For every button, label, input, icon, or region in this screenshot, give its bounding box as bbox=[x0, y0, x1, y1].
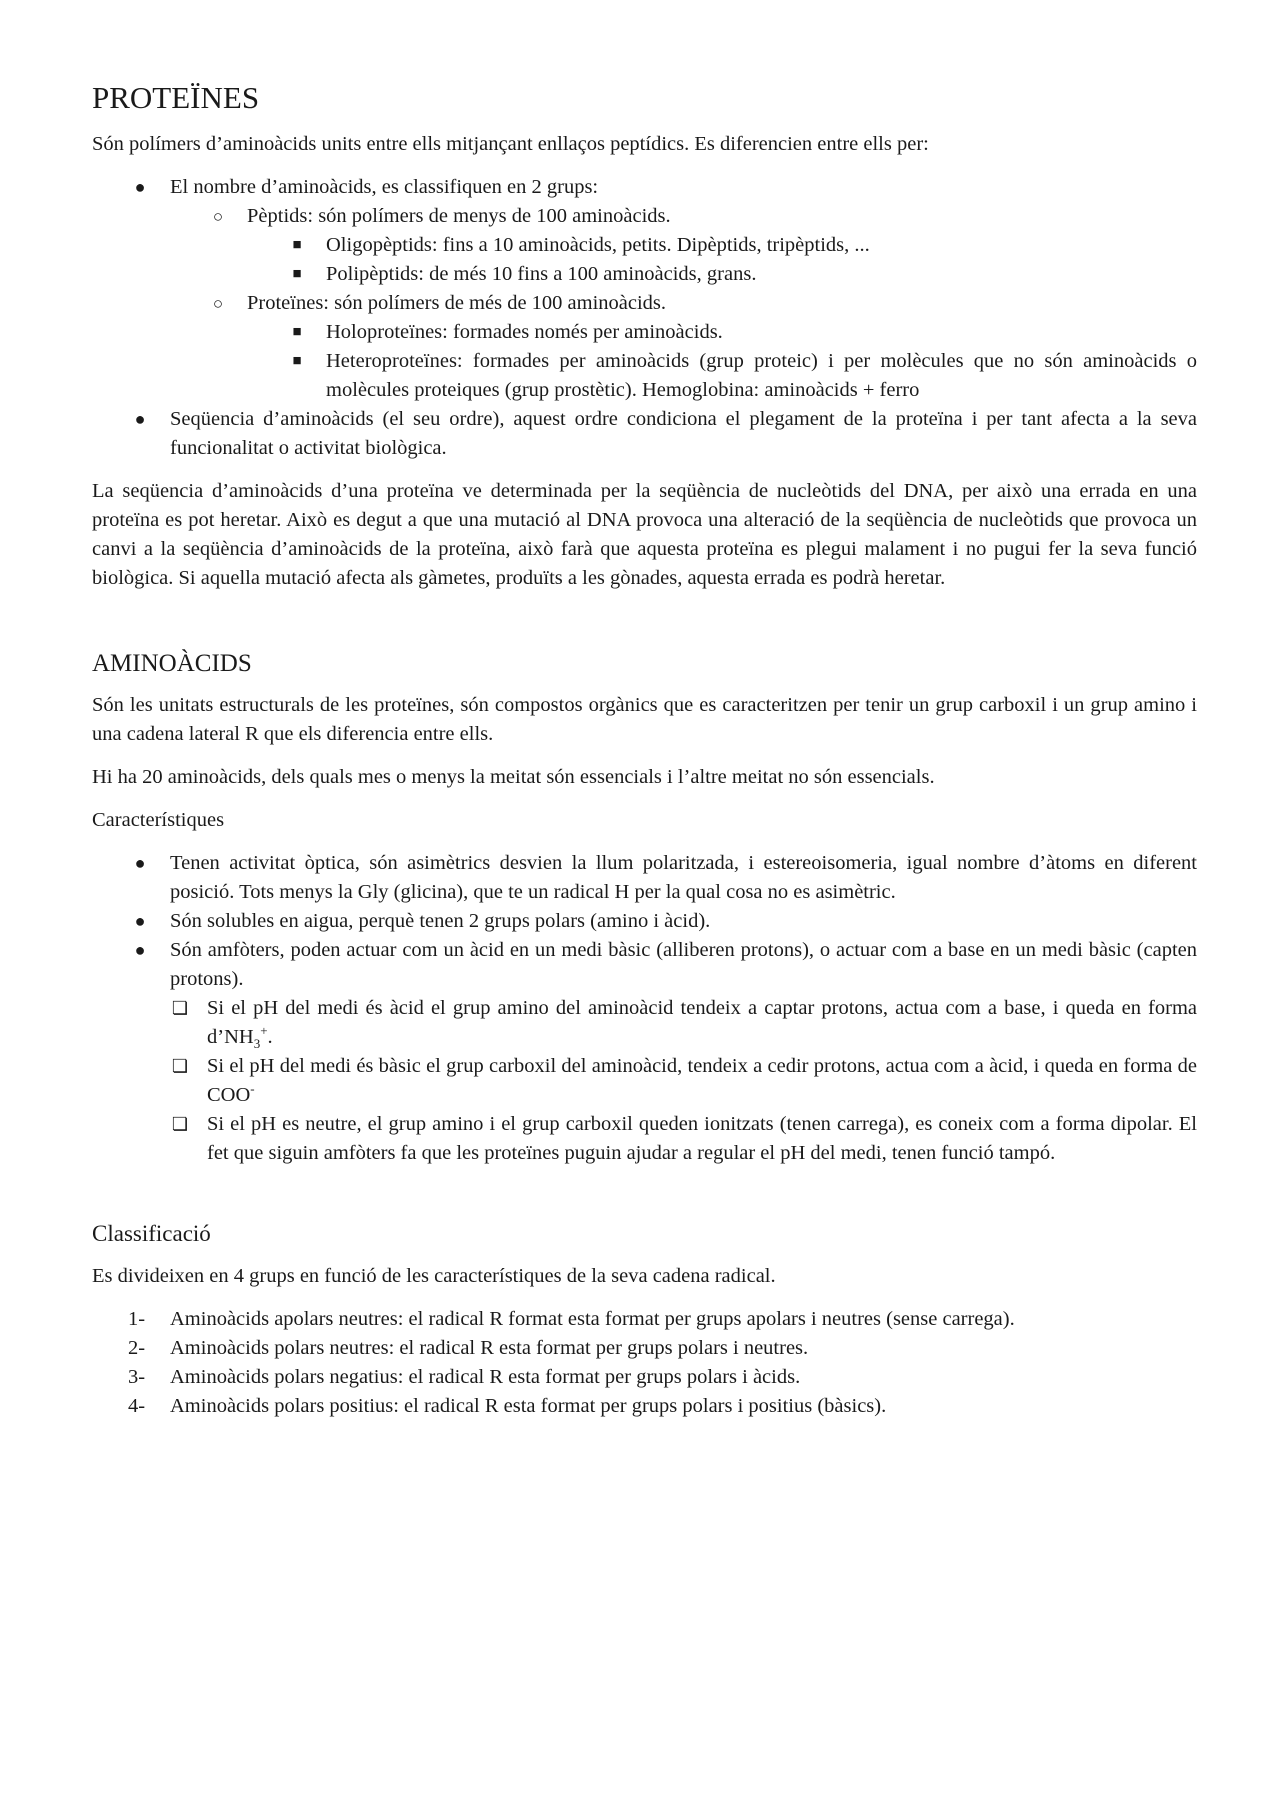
section-title-classificacio: Classificació bbox=[92, 1221, 211, 1246]
list-item: ■ Heteroproteïnes: formades per aminoàcids (grup proteic) i per molècules que no són aminoàcids o molècules proteiques (grup prostètic). Hemoglobina: aminoàcids + ferro bbox=[92, 347, 1197, 405]
list-number: 4- bbox=[128, 1395, 146, 1417]
caracteristiques-list bbox=[92, 849, 1197, 1168]
checkbox-icon: ❏ bbox=[171, 1114, 189, 1134]
proteines-intro: Són polímers d’aminoàcids units entre ells mitjançant enllaços peptídics. Es diferencien entre ells per: bbox=[92, 133, 929, 155]
circle-bullet-icon: ○ bbox=[212, 207, 224, 226]
list-item: ❏ Si el pH es neutre, el grup amino i el grup carboxil queden ionitzats (tenen carrega), es coneix com a forma dipolar. El fet que siguin amfòters fa que les proteïnes puguin ajudar a regular el pH del medi, tenen funció tampó. bbox=[92, 1110, 1197, 1168]
section-title-proteines: PROTEÏNES bbox=[92, 80, 260, 115]
square-bullet-icon: ■ bbox=[292, 324, 302, 340]
list-item: ■ Holoproteïnes: formades només per aminoàcids. bbox=[92, 318, 1197, 347]
square-bullet-icon: ■ bbox=[292, 266, 302, 282]
square-bullet-icon: ■ bbox=[292, 353, 302, 369]
list-item: ○ Pèptids: són polímers de menys de 100 aminoàcids. bbox=[92, 202, 1197, 231]
list-item: ● Seqüencia d’aminoàcids (el seu ordre), aquest ordre condiciona el plegament de la proteïna i per tant afecta a la seva funcionalitat o activitat biològica. bbox=[92, 405, 1197, 463]
aminoacids-intro: Són les unitats estructurals de les proteïnes, són compostos orgànics que es caracteritzen per tenir un grup carboxil i un grup amino i una cadena lateral R que els diferencia entre ells. bbox=[92, 694, 1197, 745]
classificacio-intro: Es divideixen en 4 grups en funció de les característiques de la seva cadena radical. bbox=[92, 1265, 776, 1287]
list-number: 2- bbox=[128, 1337, 146, 1359]
list-item: ● Tenen activitat òptica, són asimètrics desvien la llum polaritzada, i estereoisomeria, igual nombre d’àtoms en diferent posició. Tots menys la Gly (glicina), que te un radical H per la qual cosa no es asimètric. bbox=[92, 849, 1197, 907]
bullet-icon: ● bbox=[134, 409, 146, 429]
list-number: 1- bbox=[128, 1308, 146, 1330]
list-item: 4- Aminoàcids polars positius: el radical R esta format per grups polars i positius (bàsics). bbox=[92, 1392, 1197, 1421]
proteines-list bbox=[92, 173, 1197, 463]
list-item: 2- Aminoàcids polars neutres: el radical R esta format per grups polars i neutres. bbox=[92, 1334, 1197, 1363]
proteines-paragraph: La seqüencia d’aminoàcids d’una proteïna ve determinada per la seqüència de nucleòtids del DNA, per això una errada en una proteïna es pot heretar. Això es degut a que una mutació al DNA provoca una alteració de la seqüència de nucleòtids que provoca un canvi a la seqüència d’aminoàcids de la proteïna, això farà que aquesta proteïna es plegui malament i no pugui fer la seva funció biològica. Si aquella mutació afecta als gàmetes, produïts a les gònades, aquesta errada es podrà heretar. bbox=[92, 480, 1197, 589]
aminoacids-count: Hi ha 20 aminoàcids, dels quals mes o menys la meitat són essencials i l’altre meitat no són essencials. bbox=[92, 766, 935, 788]
circle-bullet-icon: ○ bbox=[212, 294, 224, 313]
list-item: ■ Polipèptids: de més 10 fins a 100 aminoàcids, grans. bbox=[92, 260, 1197, 289]
list-item: ❏ Si el pH del medi és bàsic el grup carboxil del aminoàcid, tendeix a cedir protons, actua com a àcid, i queda en forma de COO- bbox=[92, 1052, 1197, 1110]
list-item: 1- Aminoàcids apolars neutres: el radical R format esta format per grups apolars i neutres (sense carrega). bbox=[92, 1305, 1197, 1334]
list-item: 3- Aminoàcids polars negatius: el radical R esta format per grups polars i àcids. bbox=[92, 1363, 1197, 1392]
bullet-icon: ● bbox=[134, 911, 146, 931]
caracteristiques-label: Característiques bbox=[92, 809, 225, 831]
bullet-icon: ● bbox=[134, 177, 146, 197]
list-number: 3- bbox=[128, 1366, 146, 1388]
bullet-icon: ● bbox=[134, 940, 146, 960]
square-bullet-icon: ■ bbox=[292, 237, 302, 253]
list-item: ❏ Si el pH del medi és àcid el grup amino del aminoàcid tendeix a captar protons, actua com a base, i queda en forma $d’NH_3^+$. bbox=[92, 994, 1197, 1052]
document-content bbox=[92, 78, 1197, 1421]
list-item: ● El nombre d’aminoàcids, es classifiquen en 2 grups: bbox=[92, 173, 1197, 202]
checkbox-icon: ❏ bbox=[171, 998, 189, 1018]
classificacio-list bbox=[92, 1305, 1197, 1421]
checkbox-icon: ❏ bbox=[171, 1056, 189, 1076]
list-item: ■ Oligopèptids: fins a 10 aminoàcids, petits. Dipèptids, tripèptids, ... bbox=[92, 231, 1197, 260]
list-item: ○ Proteïnes: són polímers de més de 100 aminoàcids. bbox=[92, 289, 1197, 318]
bullet-icon: ● bbox=[134, 853, 146, 873]
list-item: ● Són amfòters, poden actuar com un àcid en un medi bàsic (alliberen protons), o actuar com a base en un medi bàsic (capten protons). bbox=[92, 936, 1197, 994]
list-item: ● Són solubles en aigua, perquè tenen 2 grups polars (amino i àcid). bbox=[92, 907, 1197, 936]
section-title-aminoacids: AMINOÀCIDS bbox=[92, 650, 252, 677]
